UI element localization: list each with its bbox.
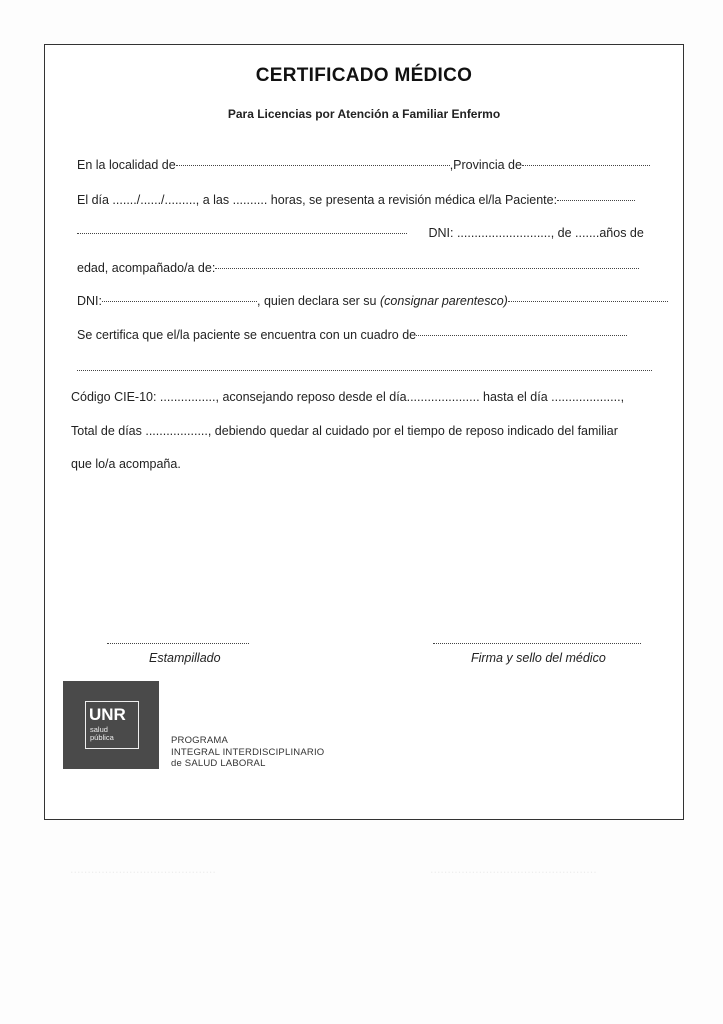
certificate-frame [44,44,684,820]
line-acompanado [77,261,639,275]
cuadro-field[interactable] [416,335,627,336]
fecha-label: El día ......./....../........., a las .......... horas, se presenta a revisión médica el/la Paciente: [77,193,558,207]
program-line-2: INTEGRAL INTERDISCIPLINARIO [171,746,325,758]
stamp-signature-line[interactable] [107,642,249,644]
line-total-dias [71,424,618,438]
doctor-signature-label: Firma y sello del médico [471,651,606,665]
acompana-label: que lo/a acompaña. [71,457,181,471]
unr-logo [63,681,159,769]
total-dias-label: Total de días .................., debiendo quedar al cuidado por el tiempo de reposo indicado del familiar [71,424,618,438]
declara-label: , quien declara ser su [257,294,380,308]
line-localidad [77,158,650,172]
program-line-3: de SALUD LABORAL [171,758,266,769]
dni2-label: DNI: [77,294,102,308]
dni-acompanante-field[interactable] [102,301,257,302]
showthrough-signature-right: ................................................ [430,862,597,876]
acompanado-field[interactable] [215,268,639,269]
cuadro-field-2[interactable] [77,370,652,371]
document-subtitle: Para Licencias por Atención a Familiar Enfermo [227,107,501,121]
program-name [171,735,324,770]
showthrough-signature-left: .......................................... [70,862,216,876]
stamp-label: Estampillado [149,651,221,665]
paciente-name-field[interactable] [77,233,407,234]
program-line-1: PROGRAMA [171,735,229,746]
localidad-field[interactable] [176,165,450,166]
parentesco-field[interactable] [508,301,668,302]
logo-sub2: pública [90,733,114,742]
document-title: CERTIFICADO MÉDICO [255,65,473,86]
line-parentesco [77,294,668,308]
line-cuadro [77,328,627,342]
acompanado-label: edad, acompañado/a de: [77,261,216,275]
line-cuadro-cont [77,363,652,377]
line-cie10 [71,390,624,404]
logo-subtitle [90,726,114,742]
doctor-signature-line[interactable] [433,642,641,644]
line-acompana [71,457,181,471]
localidad-label: En la localidad de [77,158,176,172]
line-dni-paciente [77,226,644,240]
dni-edad-label: DNI: ..........................., de .......años de [428,226,644,240]
logo-sub1: salud [90,725,108,734]
parentesco-hint: (consignar parentesco) [380,294,508,308]
line-fecha [77,193,635,207]
provincia-label: ,Provincia de [449,158,522,172]
logo-unr-text: UNR [89,705,126,724]
cie10-label: Código CIE-10: ................, aconsejando reposo desde el día..................... hasta el día ...................., [71,390,625,404]
provincia-field[interactable] [522,165,650,166]
cuadro-label: Se certifica que el/la paciente se encuentra con un cuadro de [77,328,417,342]
paciente-field[interactable] [557,200,635,201]
